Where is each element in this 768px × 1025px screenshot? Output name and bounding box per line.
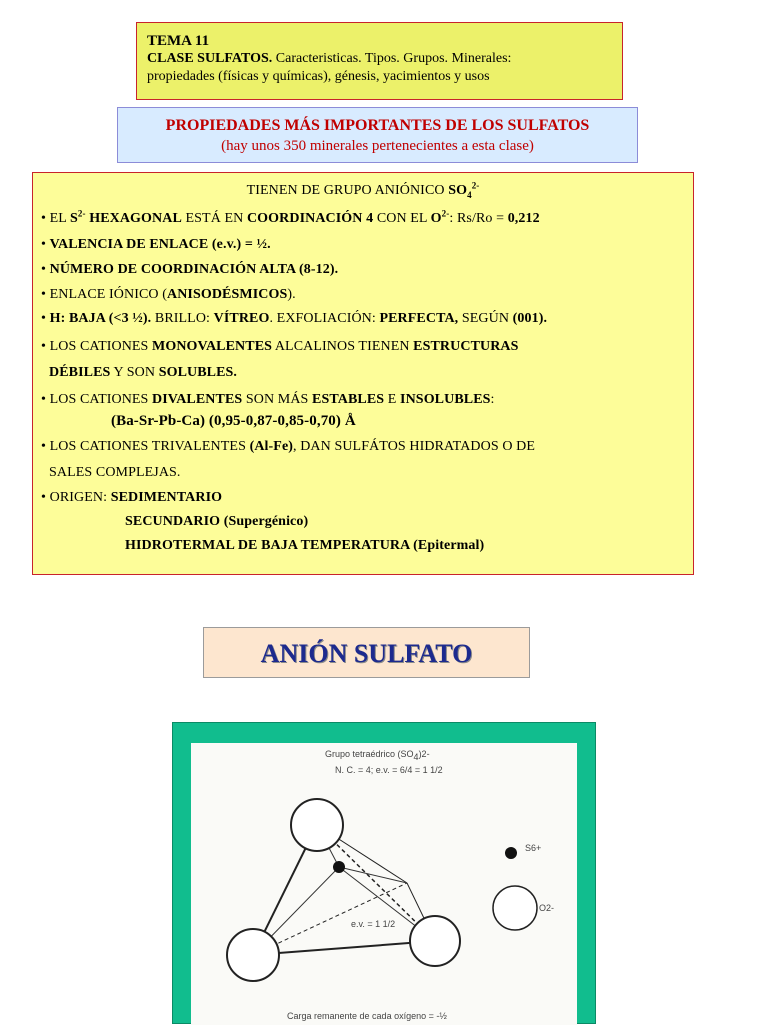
list-item-monovalentes-cont: DÉBILES Y SON SOLUBLES. (49, 365, 238, 380)
sulfur-center (333, 861, 345, 873)
list-item-dureza: • H: BAJA (<3 ½). BRILLO: VÍTREO. EXFOLIACIÓN: PERFECTA, SEGÚN (001). (41, 311, 548, 326)
list-item-divalentes: • LOS CATIONES DIVALENTES SON MÁS ESTABLES E INSOLUBLES: (41, 392, 495, 407)
list-item-numero-coordinacion: • NÚMERO DE COORDINACIÓN ALTA (8-12). (41, 262, 339, 277)
legend-sulfur-icon (505, 847, 517, 859)
tema-line-2: propiedades (físicas y químicas), génesis, yacimientos y usos (147, 69, 490, 84)
group-title: TIENEN DE GRUPO ANIÓNICO $SO_4^{2-}$ (246, 180, 480, 200)
list-item-origen: • ORIGEN: SEDIMENTARIO (41, 490, 223, 505)
oxygen-left (227, 929, 279, 981)
tema-title: TEMA 11 (147, 33, 210, 49)
legend-oxygen-label: O2- (539, 903, 555, 913)
list-item-enlace: • ENLACE IÓNICO (ANISODÉSMICOS). (41, 287, 296, 302)
tema-line-1: CLASE SULFATOS. Caracteristicas. Tipos. Grupos. Minerales: (147, 51, 512, 66)
list-item-valencia: • VALENCIA DE ENLACE (e.v.) = ½. (41, 237, 271, 252)
oxygen-top (291, 799, 343, 851)
edge-bottom (253, 941, 435, 955)
tema-box (136, 22, 623, 100)
list-item-origen-hidrotermal: HIDROTERMAL DE BAJA TEMPERATURA (Epitermal) (125, 538, 485, 553)
figure-nc-line: N. C. = 4; e.v. = 6/4 = 1 1/2 (335, 765, 443, 775)
properties-list-box (32, 172, 694, 575)
tetrahedron-figure-frame (172, 722, 596, 1024)
list-item-monovalentes: • LOS CATIONES MONOVALENTES ALCALINOS TIENEN ESTRUCTURAS (41, 339, 519, 354)
list-item-trivalentes-cont: SALES COMPLEJAS. (49, 465, 181, 480)
oxygen-right (410, 916, 460, 966)
list-item-divalentes-radii: (Ba-Sr-Pb-Ca) (0,95-0,87-0,85-0,70) Å (111, 413, 356, 429)
propiedades-subheading: (hay unos 350 minerales pertenecientes a esta clase) (221, 138, 534, 154)
list-item-origen-secundario: SECUNDARIO (Supergénico) (125, 514, 309, 529)
tetrahedron-figure (191, 743, 577, 1025)
list-item-trivalentes: • LOS CATIONES TRIVALENTES (Al-Fe), DAN SULFÁTOS HIDRATADOS O DE (41, 439, 535, 454)
list-item-coordination: • EL $S^{2-}$ HEXAGONAL ESTÁ EN COORDINACIÓN 4 CON EL $O^{2-}$: Rs/Ro = 0,212 (41, 208, 540, 226)
legend-oxygen-icon (493, 886, 537, 930)
ev-label: e.v. = 1 1/2 (351, 919, 396, 929)
propiedades-box (117, 107, 638, 163)
anion-sulfato-title: ANIÓN SULFATO (203, 627, 530, 678)
propiedades-heading: PROPIEDADES MÁS IMPORTANTES DE LOS SULFATOS (165, 117, 590, 134)
figure-title: Grupo tetraédrico $(SO_4)2-$ (325, 749, 430, 762)
legend-sulfur-label: S6+ (525, 843, 542, 853)
tetrahedron-diagram (191, 743, 577, 1025)
figure-bottom-caption: Carga remanente de cada oxígeno = -½ (287, 1011, 447, 1021)
